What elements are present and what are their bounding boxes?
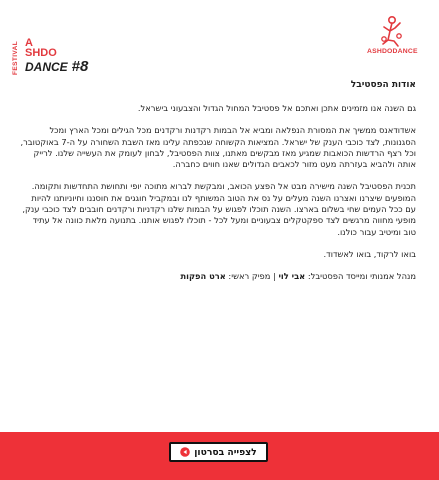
header: [0, 0, 439, 76]
dancer-figure-icon: [378, 14, 406, 48]
director-role: מנהל אמנותי ומייסד הפסטיבל:: [307, 271, 416, 282]
play-circle-icon: [180, 447, 190, 457]
article-paragraph-1: גם השנה אנו מזמינים אתכן ואתכם אל פסטיבל המחול הגדול והצבעוני בישראל.: [137, 103, 416, 113]
credits-separator: |: [273, 271, 276, 282]
producer-role: מפיק ראשי:: [228, 271, 271, 282]
festival-logo-vertical-text: FESTIVAL: [12, 40, 19, 76]
article-paragraph-2: אשדודאנס ממשיך את המסורת הנפלאה ומביא אל הבמות רקדנות ורקדנים מכל הגילים ומכל הארץ ומכל הסגנונות, לצד כוכבי הענק של ישראל. המציאות הקשוחה שנכפתה עלינו מאז השבת השחורה על ה-7 באוקטובר, וכל רצף הרדשות הכואבות שמגיע מאז מבקשים מאתנו, צוות הפסטיבל, לבחון לעומק את העשייה שלנו. לרייק אותה ולהביא בעזרתה מעט מזור לכאבים הגדולים שאנו חווים כחברה.: [20, 125, 416, 170]
article-title: אודות הפסטיבל: [350, 80, 416, 90]
article-paragraph-3: תכנית הפסטיבל השנה מישירה מבט אל הפצע הכואב, ומבקשת לברוא מתוכה יופי ותחושת התחדשות ותקומה. המופעים שיצרנו ואצרנו השנה מעלים על נס את הטוב המשותף לנו ובמקביל חוגגים את חוסננו וחיוניותנו להיות עם ככל העמים שחי בשלום בארצו. השנה תוכלו לפגוש על הבמות שלנו רקדניות ורקדנים חובבים לצד כוכבי ענק, מופעי מחווה מרגשים לצד ספקטקלים צבעוניים ומעל לכל - תוכלו לפגוש אותנו. בתנועה מלאת כוונה אל עתיד טוב ומיטיב עבור כולנו.: [22, 181, 416, 237]
festival-logo-word: DANCE: [25, 60, 68, 74]
article-credits: [20, 271, 416, 282]
festival-logo-number: #8: [71, 58, 89, 75]
ashdodance-logo-text: ASHDODANCE: [367, 48, 418, 55]
festival-logo-line3: [25, 59, 88, 74]
director-name: אבי לוי: [278, 271, 306, 282]
producer-name: ארט הפקות: [180, 271, 226, 282]
watch-video-button[interactable]: [169, 442, 268, 462]
festival-logo-line2: SHDO: [25, 47, 57, 59]
article-paragraph-4: בואו לרקוד, בואו לאשדוד.: [323, 248, 416, 259]
about-article: [20, 79, 416, 294]
footer-bar: [0, 432, 439, 480]
festival-logo-line1: A: [25, 37, 33, 49]
festival-logo[interactable]: [6, 18, 126, 76]
watch-video-label: לצפייה בסרטון: [194, 446, 257, 458]
ashdodance-logo[interactable]: [367, 14, 417, 62]
